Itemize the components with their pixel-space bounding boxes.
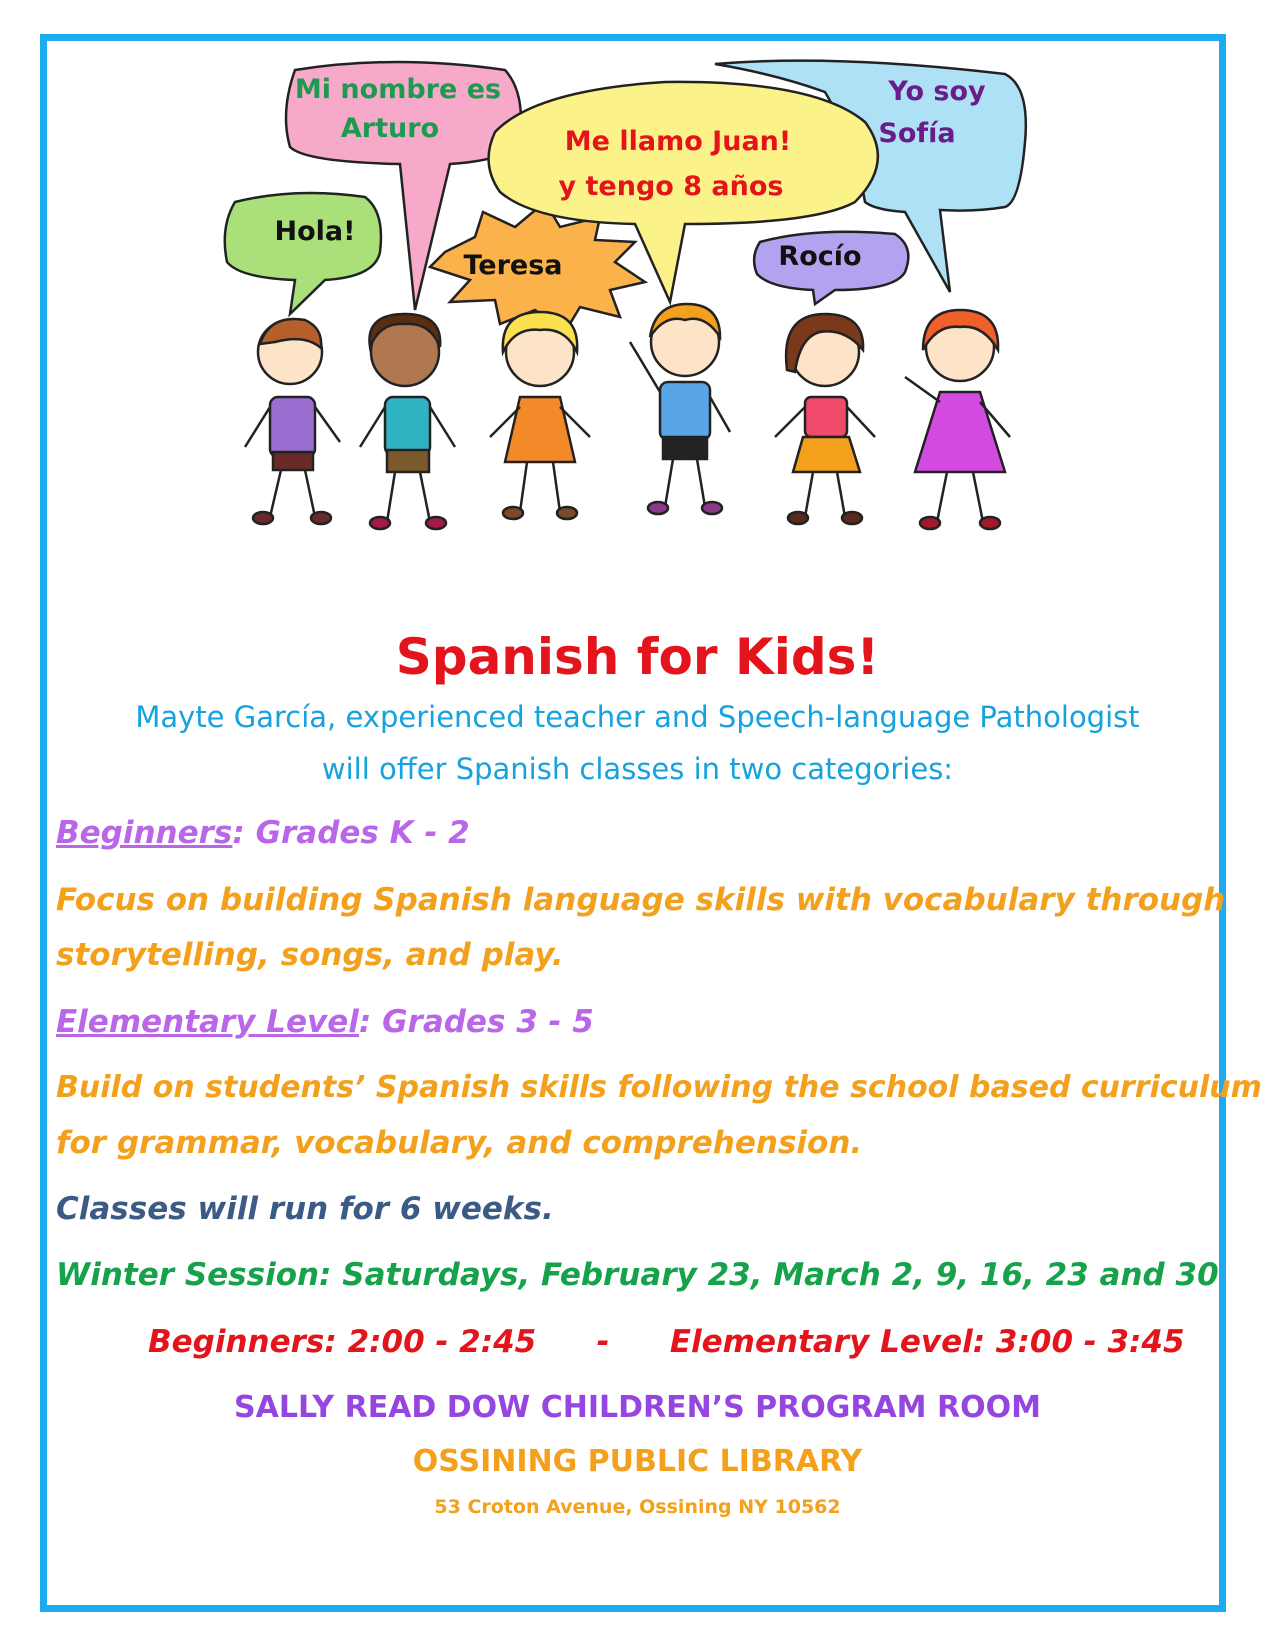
beginners-time: Beginners: 2:00 - 2:45 (148, 1324, 537, 1360)
intro-line-1: Mayte García, experienced teacher and Speech-language Pathologist (135, 700, 1140, 734)
library-address: 53 Croton Avenue, Ossining NY 10562 (434, 1496, 841, 1518)
program-room: SALLY READ DOW CHILDREN’S PROGRAM ROOM (234, 1390, 1041, 1425)
bubble-rocio: Rocío (778, 241, 862, 272)
bubble-sofia-line1: Yo soy (888, 76, 986, 107)
speech-bubble-hola (225, 193, 381, 314)
kid-5 (775, 314, 875, 524)
beginners-grades: : Grades K - 2 (232, 815, 470, 851)
children-illustration (215, 52, 1075, 552)
kid-1 (245, 319, 340, 524)
beginners-desc-line-2: storytelling, songs, and play. (56, 937, 564, 973)
elementary-label: Elementary Level (56, 1004, 359, 1040)
session-dates: Winter Session: Saturdays, February 23, March 2, 9, 16, 23 and 30 (56, 1257, 1219, 1293)
duration-text: Classes will run for 6 weeks. (56, 1191, 554, 1227)
kid-3 (490, 312, 590, 519)
intro-line-2: will offer Spanish classes in two categories: (321, 752, 954, 786)
bubble-teresa: Teresa (463, 250, 563, 281)
times-separator: - (596, 1324, 610, 1360)
elementary-grades: : Grades 3 - 5 (358, 1004, 594, 1040)
elementary-desc-line-2: for grammar, vocabulary, and comprehension. (56, 1125, 863, 1161)
kid-2 (360, 314, 455, 529)
kid-6 (905, 310, 1010, 529)
library-name: OSSINING PUBLIC LIBRARY (412, 1444, 863, 1479)
beginners-label: Beginners (56, 815, 233, 851)
bubble-hola: Hola! (274, 216, 356, 247)
bubble-juan-line2: y tengo 8 años (558, 171, 784, 202)
speech-bubble-rocio (754, 232, 908, 304)
elementary-time: Elementary Level: 3:00 - 3:45 (669, 1324, 1185, 1360)
flyer-title: Spanish for Kids! (395, 628, 880, 686)
class-times (148, 1324, 1275, 1360)
kid-4 (630, 304, 730, 514)
elementary-heading (56, 1004, 1216, 1040)
bubble-sofia-line2: Sofía (878, 118, 956, 149)
bubble-juan-line1: Me llamo Juan! (564, 126, 792, 157)
bubble-arturo-line2: Arturo (340, 113, 440, 144)
bubble-arturo-line1: Mi nombre es (294, 74, 502, 105)
beginners-heading (56, 815, 1216, 851)
beginners-desc-line-1: Focus on building Spanish language skills with vocabulary through (56, 882, 1226, 918)
elementary-desc-line-1: Build on students’ Spanish skills following the school based curriculum (56, 1070, 1262, 1105)
